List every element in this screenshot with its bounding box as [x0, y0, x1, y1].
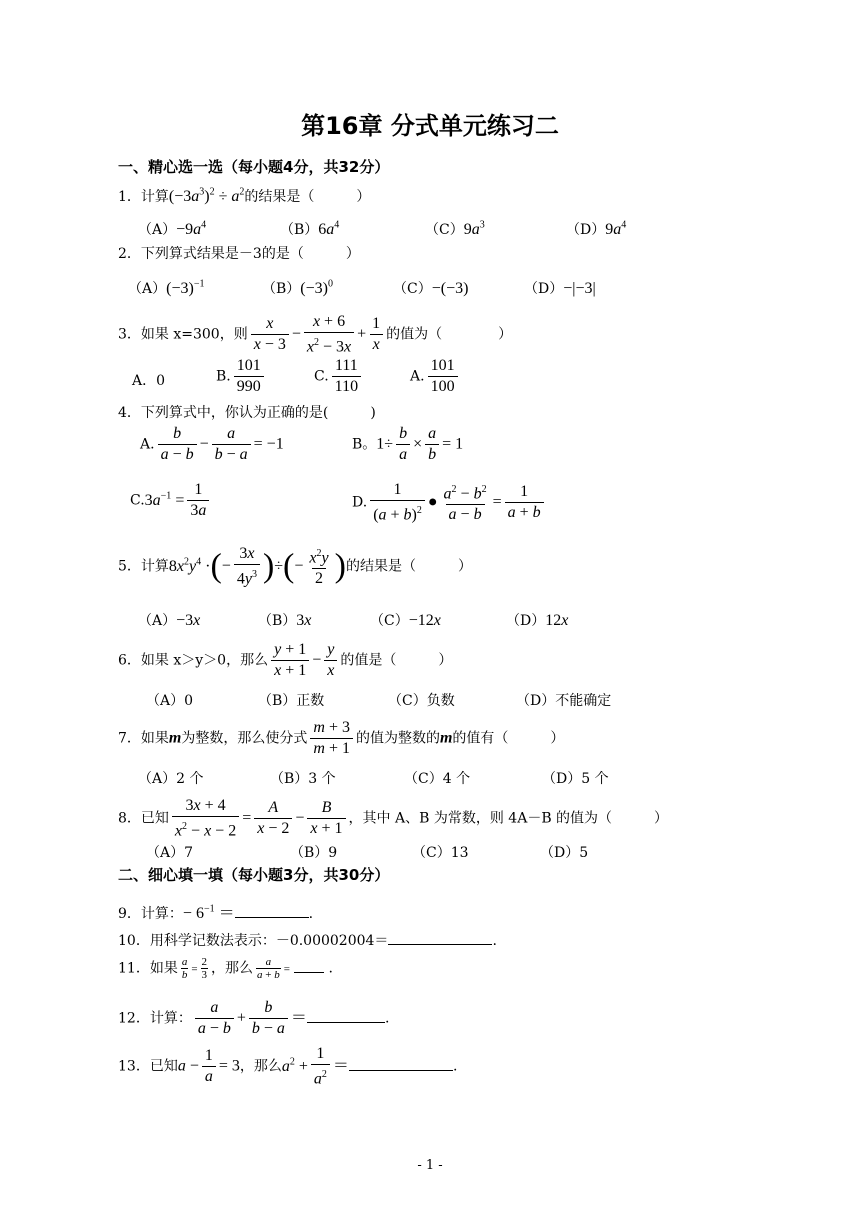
q7-option-c[interactable]: （C）4 个: [404, 771, 471, 787]
q8-option-d[interactable]: （D）5: [540, 845, 589, 861]
q3-option-d[interactable]: A. $\frac{101}{100}$: [410, 356, 461, 397]
question-7: 7．如果m为整数，那么使分式 $\frac{m + 3}{m + 1}$ 的值为整数的m的值有（ ）: [118, 719, 565, 757]
q6-option-c[interactable]: （C）负数: [388, 693, 455, 709]
q2-option-c[interactable]: （C）−(−3): [393, 280, 469, 297]
q7-option-d[interactable]: （D）5 个: [542, 771, 609, 787]
question-6: 6．如果 x＞y＞0，那么 $\frac{y + 1}{x + 1}$ − $\frac{y}{x}$ 的值是（ ）: [118, 641, 453, 679]
q9-answer-blank[interactable]: [235, 917, 309, 918]
q12-answer-blank[interactable]: [307, 1022, 385, 1023]
question-13: 13．已知a − $\frac{1}{a}$ = 3，那么$a^2$ + $\frac{1}{a^2}$ ＝ .: [118, 1045, 458, 1088]
q11-answer-blank[interactable]: [294, 972, 324, 973]
q3-option-c[interactable]: C. $\frac{111}{110}$: [314, 356, 364, 397]
question-9: 9．计算：− $6^{-1}$ ＝ .: [118, 903, 314, 922]
question-5: 5．计算$8x^2y^4$ ·(− $\frac{3x}{4y^3}$ )÷(− $\frac{x^2y}{2}$ )的结果是（ ）: [118, 545, 472, 588]
question-4: 4．下列算式中，你认为正确的是( ): [118, 405, 376, 421]
q4-option-d[interactable]: D. $\frac{1}{(a + b)^2}$ ● $\frac{a^2 - b^2}{a - b}$ = $\frac{1}{a + b}$: [352, 480, 547, 525]
q6-option-a[interactable]: （A）0: [146, 693, 194, 709]
page-number: - 1 -: [417, 1158, 443, 1173]
q1-option-c[interactable]: $(C)9a^3$: [425, 219, 485, 238]
q4-option-a[interactable]: A. $\frac{b}{a - b}$ − $\frac{a}{b - a}$ = −1: [140, 425, 284, 463]
question-8: 8．已知 $\frac{3x + 4}{x^2 - x - 2}$ = $\frac{A}{x - 2}$ − $\frac{B}{x + 1}$ ，其中 A、B 为常数，则 4A－B 的值为（ ）: [118, 797, 669, 840]
q7-option-a[interactable]: （A）2 个: [138, 771, 204, 787]
q5-option-c[interactable]: （C）−12x: [370, 612, 441, 629]
q8-option-c[interactable]: （C）13: [412, 845, 469, 861]
q7-option-b[interactable]: （B）3 个: [270, 771, 336, 787]
question-12: 12．计算： $\frac{a}{a - b}$ + $\frac{b}{b - a}$ ＝ .: [118, 999, 390, 1037]
q5-option-a[interactable]: （A）−3x: [138, 612, 201, 629]
section-heading-fill: 二、细心填一填（每小题3分，共30分）: [118, 866, 390, 884]
q4-option-b[interactable]: B。1÷ $\frac{b}{a}$ × $\frac{a}{b}$ = 1: [352, 425, 464, 463]
page-title: 第16章 分式单元练习二: [301, 112, 559, 140]
q4-option-c[interactable]: $C.3a^{-1}$ = $\frac{1}{3a}$: [130, 480, 212, 521]
q3-option-a[interactable]: A．0: [132, 373, 166, 389]
q6-option-b[interactable]: （B）正数: [258, 693, 325, 709]
q1-option-d[interactable]: $(D)9a^4$: [566, 219, 627, 238]
q13-answer-blank[interactable]: [349, 1070, 453, 1071]
q3-option-b[interactable]: B. $\frac{101}{990}$: [216, 356, 267, 397]
q5-option-d[interactable]: （D）12x: [506, 612, 569, 629]
q10-answer-blank[interactable]: [388, 944, 492, 945]
q1-option-b[interactable]: $(B)6a^4$: [280, 219, 340, 238]
question-10: 10．用科学记数法表示：－0.00002004＝ .: [118, 933, 497, 949]
question-3: 3．如果 x=300，则 $\frac{x}{x - 3}$ − $\frac{x + 6}{x^2 - 3x}$ + $\frac{1}{x}$ 的值为（ ）: [118, 313, 513, 356]
question-2: 2．下列算式结果是－3的是（ ）: [118, 246, 360, 262]
q2-option-d[interactable]: （D）−|−3|: [524, 280, 596, 297]
section-heading-choice: 一、精心选一选（每小题4分，共32分）: [118, 158, 390, 176]
q6-option-d[interactable]: （D）不能确定: [516, 693, 612, 709]
question-1: 1．计算$(-3a^3)^2 \div a^2$的结果是（ ）: [118, 186, 371, 205]
q5-option-b[interactable]: （B）3x: [258, 612, 312, 629]
q8-option-b[interactable]: （B）9: [290, 845, 338, 861]
q2-option-a[interactable]: $(A)(-3)^{-1}$: [128, 278, 205, 297]
q2-option-b[interactable]: $(B)(-3)^0$: [262, 278, 333, 297]
question-11: 11．如果 $\frac{a}{b}$ = $\frac{2}{3}$ ，那么 $\frac{a}{a + b}$ = .: [118, 956, 333, 981]
q1-option-a[interactable]: $(A)-9a^4$: [138, 219, 207, 238]
q8-option-a[interactable]: （A）7: [146, 845, 194, 861]
